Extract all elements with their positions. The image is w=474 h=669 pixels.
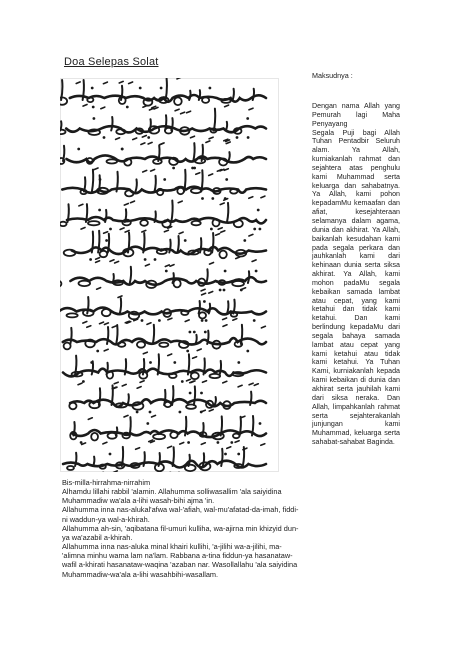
calligraphy-line — [70, 415, 266, 445]
calligraphy-line — [62, 168, 266, 200]
arabic-calligraphy-image — [60, 78, 279, 472]
calligraphy-line — [60, 292, 266, 324]
transliteration-line: Allahumma ah-sin, 'aqibatana fil-umuri kulliha, wa-ajirna min khizyid dun-ya wa'azabil a-khirah. — [62, 523, 299, 542]
calligraphy-line — [60, 107, 266, 139]
meaning-paragraph: Segala Puji bagi Allah Tuhan Pentadbir Seluruh alam. Ya Allah, kurniakanlah rahmat dan sejahtera atas penghulu kami Muhammad serta keluarga dan sahabatnya. Ya Allah, kami pohon kepadamMu kemaafan dan afiat, kesejahteraan selamanya dalam agama, dunia dan akhirat. Ya Allah, baikanlah kesudahan kami pada segala perkara dan jauhkanlah kami dari kehinaan dunia serta siksa akhirat. Ya Allah, kami mohon padaMu segala kebaikan samada lambat atau cepat, yang kami ketahui dan tidak kami ketahui. Dan kami berlindung kepadaMu dari segala bahaya samada lambat atau cepat yang kami ketahui atau tidak kami ketahui. Ya Tuhan Kami, kurniakanlah kepada kami kebaikan di dunia dan akhirat serta jauhilah kami dari siksa neraka. Dan Allah, limpahkanlah rahmat serta sejahterakanlah junjungan kami Muhammad, keluarga serta sahabat-sahabat Baginda. — [312, 128, 400, 447]
calligraphy-line — [60, 260, 266, 292]
calligraphy-line — [60, 201, 266, 232]
calligraphy-line — [60, 138, 266, 171]
calligraphy-line — [63, 443, 266, 473]
calligraphy-line — [63, 352, 266, 384]
meaning-text — [312, 102, 400, 447]
calligraphy-line — [60, 78, 266, 109]
transliteration-line: Alhamdu lillahi rabbil 'alamin. Allahumma solliwasallim 'ala saiyidina Muhammadiw wa'ala a-lihi wasah-bihi ajma 'in. — [62, 487, 282, 506]
meaning-label: Maksudnya : — [312, 71, 353, 80]
meaning-column — [312, 71, 400, 447]
transliteration-line: Allahumma inna nas-aluka minal khairi kullihi, 'a-jilihi wa-a-jilihi, ma-'alimna minhu wama lam na'lam. Rabbana a-tina fiddun-ya hasanataw-wafil a-khirati hasanataw-waqina 'azaban nar. Wasollallahu 'ala saiyidina Muhammadiw-wa'ala a-lihi wasahbihi-wasallam. — [62, 542, 298, 579]
transliteration-block — [62, 478, 302, 579]
calligraphy-line — [63, 322, 266, 353]
page-title: Doa Selepas Solat — [64, 56, 159, 68]
calligraphy-line — [64, 230, 266, 261]
transliteration-line: Allahumma inna nas-alukal'afwa wal-'afiah, wal-mu'afatad-da-imah, fiddi-ni waddun-ya wal-a-khirah. — [62, 505, 299, 524]
arabic-calligraphy-icon — [60, 78, 279, 472]
transliteration-line: Bis-milla-hirrahma-nirrahim — [62, 478, 151, 487]
calligraphy-line — [69, 383, 266, 413]
meaning-paragraph: Dengan nama Allah yang Pemurah lagi Maha Penyayang — [312, 102, 400, 128]
